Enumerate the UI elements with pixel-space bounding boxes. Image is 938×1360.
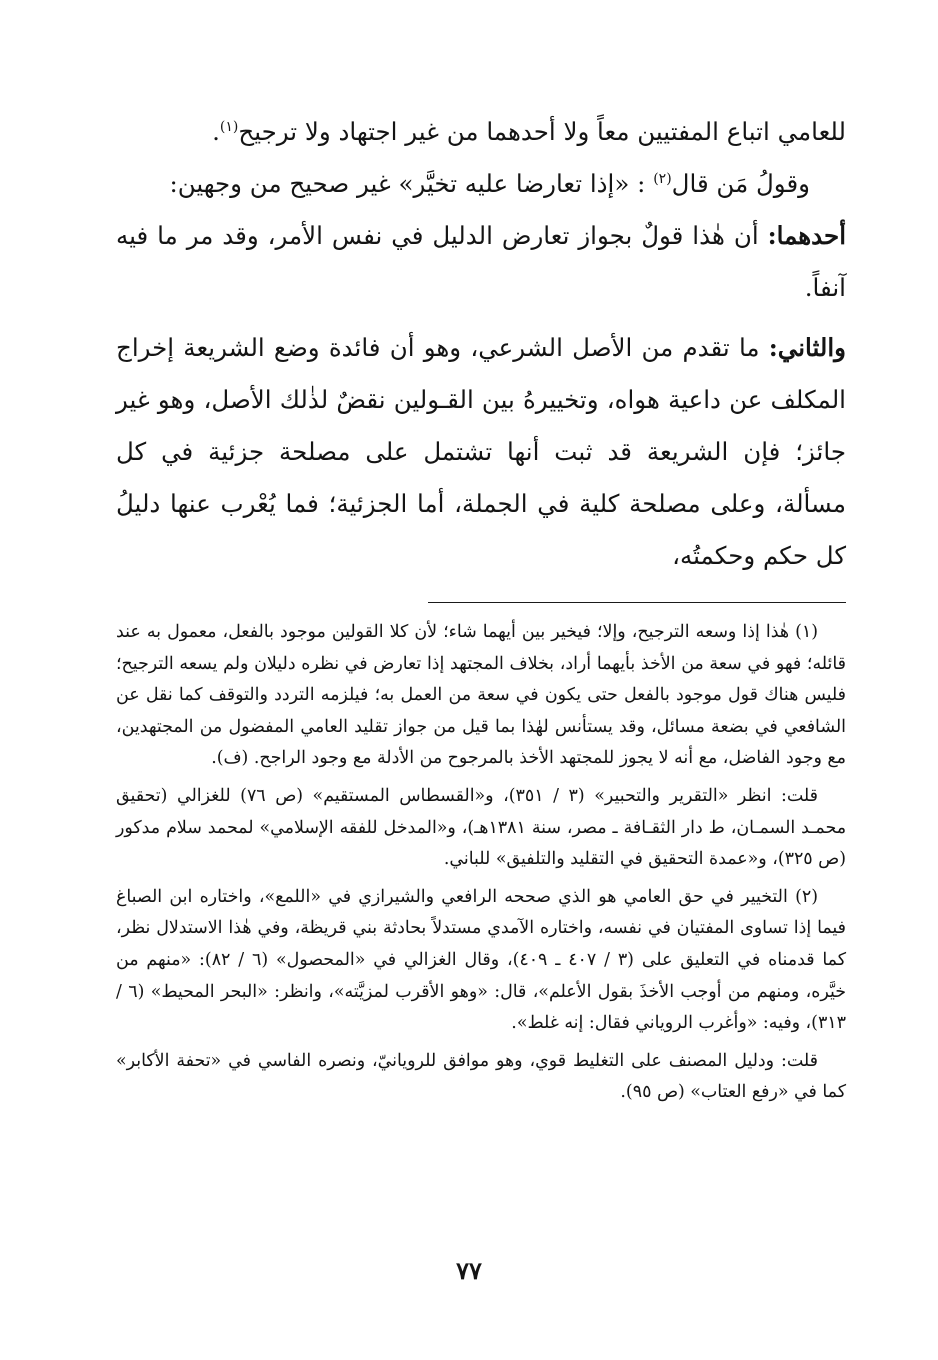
footnotes [116,617,846,1109]
paragraph-3-lead: أحدهما: [767,221,846,250]
footnote-separator [428,602,846,603]
footnote-2-comment: قلت: ودليل المصنف على التغليط قوي، وهو موافق للرويانيّ، ونصره الفاسي في «تحفة الأكابر» كما في «رفع العتاب» (ص ٩٥). [116,1050,846,1103]
paragraph-2-start: وقولُ مَن قال [671,169,810,198]
paragraph-3-rest: أن هٰذا قولٌ بجواز تعارض الدليل في نفس الأمر، وقد مر ما فيه آنفاً. [116,221,846,302]
paragraph-1 [116,106,846,158]
page-number: ٧٧ [456,1256,482,1285]
main-text [116,106,846,582]
footnote-1: (١) هٰذا إذا وسعه الترجيح، وإلا؛ فيخير بين أيهما شاء؛ لأن كلا القولين موجود بالفعل، معمول به عند قائله؛ فهو في سعة من الأخذ بأيهما أراد، بخلاف المجتهد إذا تعارض في نظره دليلان ولم يسعه الترجيح؛ فليس هناك قول موجود بالفعل حتى يكون في سعة من العمل به؛ فيلزمه التردد والتوقف كما نقل عن الشافعي في بضعة مسائل، وقد يستأنس لهٰذا بما قيل من جواز تقليد العامي المفضول من المجتهدين، مع وجود الفاضل، مع أنه لا يجوز للمجتهد الأخذ بالمرجوح من الأدلة مع وجود الراجح. (ف). [116,622,846,769]
paragraph-2 [116,158,846,210]
paragraph-4-lead: والثاني: [768,333,846,362]
footnote-ref-1: (١) [219,118,239,135]
footnote-2: (٢) التخيير في حق العامي هو الذي صححه الرافعي والشيرازي في «اللمع»، واختاره ابن الصباغ فيما إذا تساوى المفتيان في نفسه، واختاره الآمدي مستدلاً بحادثة بني قريظة، وفي هٰذا الاستدلال نظر، كما قدمناه في التعليق على (٣ / ٤٠٧ ـ ٤٠٩)، وقال الغزالي في «المحصول» (٦ / ٨٢): «منهم من خيَّره، ومنهم من أوجب الأخذَ بقول الأعلم»، قال: «وهو الأقرب لمزيَّته»، وانظر: «البحر المحيط» (٦ / ٣١٣)، وفيه: «وأغرب الروياني فقال: إنه غلط». [116,886,846,1034]
paragraph-2-rest: : «إذا تعارضا عليه تخيَّر» غير صحيح من وجهين: [169,169,646,198]
paragraph-1-text: للعامي اتباع المفتيين معاً ولا أحدهما من غير اجتهاد ولا ترجيح [238,117,846,146]
paragraph-4-rest: ما تقدم من الأصل الشرعي، وهو أن فائدة وضع الشريعة إخراج المكلف عن داعية هواه، وتخييرهُ بين القـولين نقضٌ لذٰلك الأصل، وهو غير جائز؛ فإن الشريعة قد ثبت أنها تشتمل على مصلحة جزئية في كل مسألة، وعلى مصلحة كلية في الجملة، أما الجزئية؛ فما يُعْرب عنها دليلُ كل حكم وحكمتُه، [116,333,846,570]
paragraph-1-end: . [212,117,220,146]
footnote-ref-2: (٢) [653,170,672,187]
book-page [116,106,846,1109]
paragraph-4 [116,322,846,582]
paragraph-3 [116,210,846,314]
footnote-1-comment: قلت: انظر «التقرير والتحبير» (٣ / ٣٥١)، و«القسطاس المستقيم» (ص ٧٦) للغزالي (تحقيق محمـد السمـان، ط دار الثقـافة ـ مصر، سنة ١٣٨١هـ)، و«المدخل للفقه الإسلامي» لمحمد سلام مدكور (ص ٣٢٥)، و«عمدة التحقيق في التقليد والتلفيق» للباني. [116,785,847,870]
